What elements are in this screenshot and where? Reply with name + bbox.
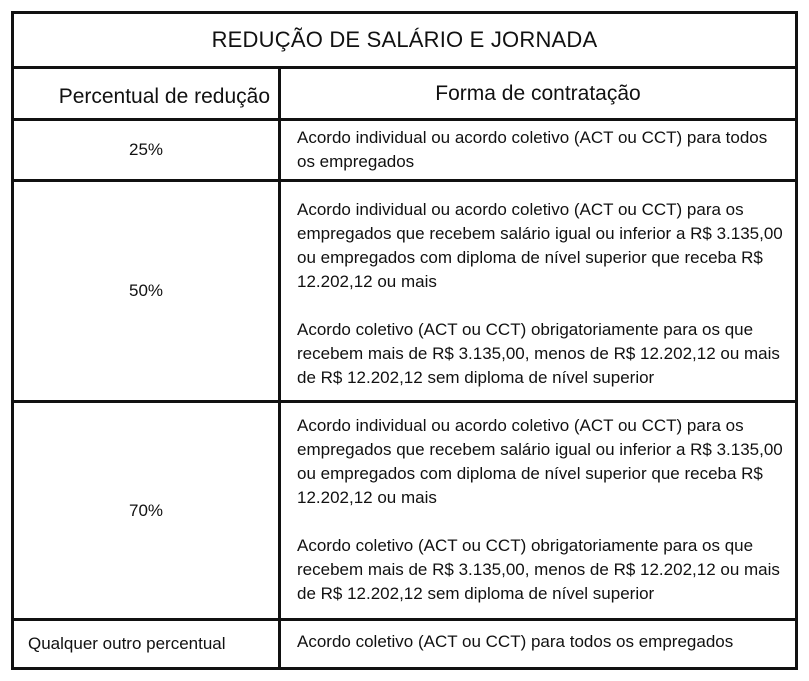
- form-paragraph: Acordo individual ou acordo coletivo (ACT ou CCT) para todos os empregados: [297, 128, 768, 171]
- table-row-50: [14, 182, 795, 403]
- form-paragraph: Acordo coletivo (ACT ou CCT) obrigatoriamente para os que recebem mais de R$ 3.135,00, menos de R$ 12.202,12 ou mais de R$ 12.202,12 sem diploma de nível superior: [297, 536, 780, 603]
- form-cell: [281, 621, 795, 667]
- table-header-row: [14, 69, 795, 121]
- salary-reduction-table: [11, 11, 798, 670]
- percent-cell: 70%: [14, 403, 281, 618]
- form-cell: [281, 182, 795, 400]
- table-title: REDUÇÃO DE SALÁRIO E JORNADA: [14, 14, 795, 69]
- form-paragraph: Acordo individual ou acordo coletivo (ACT ou CCT) para os empregados que recebem salário igual ou inferior a R$ 3.135,00 ou empregados com diploma de nível superior que receba R$ 12.202,12 ou mais: [297, 200, 783, 291]
- header-percent: Percentual de redução: [14, 69, 281, 118]
- percent-cell: 25%: [14, 121, 281, 179]
- form-paragraph: Acordo coletivo (ACT ou CCT) para todos os empregados: [297, 632, 734, 651]
- percent-cell: Qualquer outro percentual: [14, 621, 281, 667]
- form-cell: [281, 403, 795, 618]
- form-paragraph: Acordo individual ou acordo coletivo (ACT ou CCT) para os empregados que recebem salário igual ou inferior a R$ 3.135,00 ou empregados com diploma de nível superior que receba R$ 12.202,12 ou mais: [297, 416, 783, 507]
- header-form: Forma de contratação: [435, 81, 641, 105]
- table-row-other: [14, 621, 795, 667]
- table-row-70: [14, 403, 795, 621]
- table-row-25: [14, 121, 795, 182]
- form-paragraph: Acordo coletivo (ACT ou CCT) obrigatoriamente para os que recebem mais de R$ 3.135,00, menos de R$ 12.202,12 ou mais de R$ 12.202,12 sem diploma de nível superior: [297, 320, 780, 387]
- percent-cell: 50%: [14, 182, 281, 400]
- form-cell: [281, 121, 795, 179]
